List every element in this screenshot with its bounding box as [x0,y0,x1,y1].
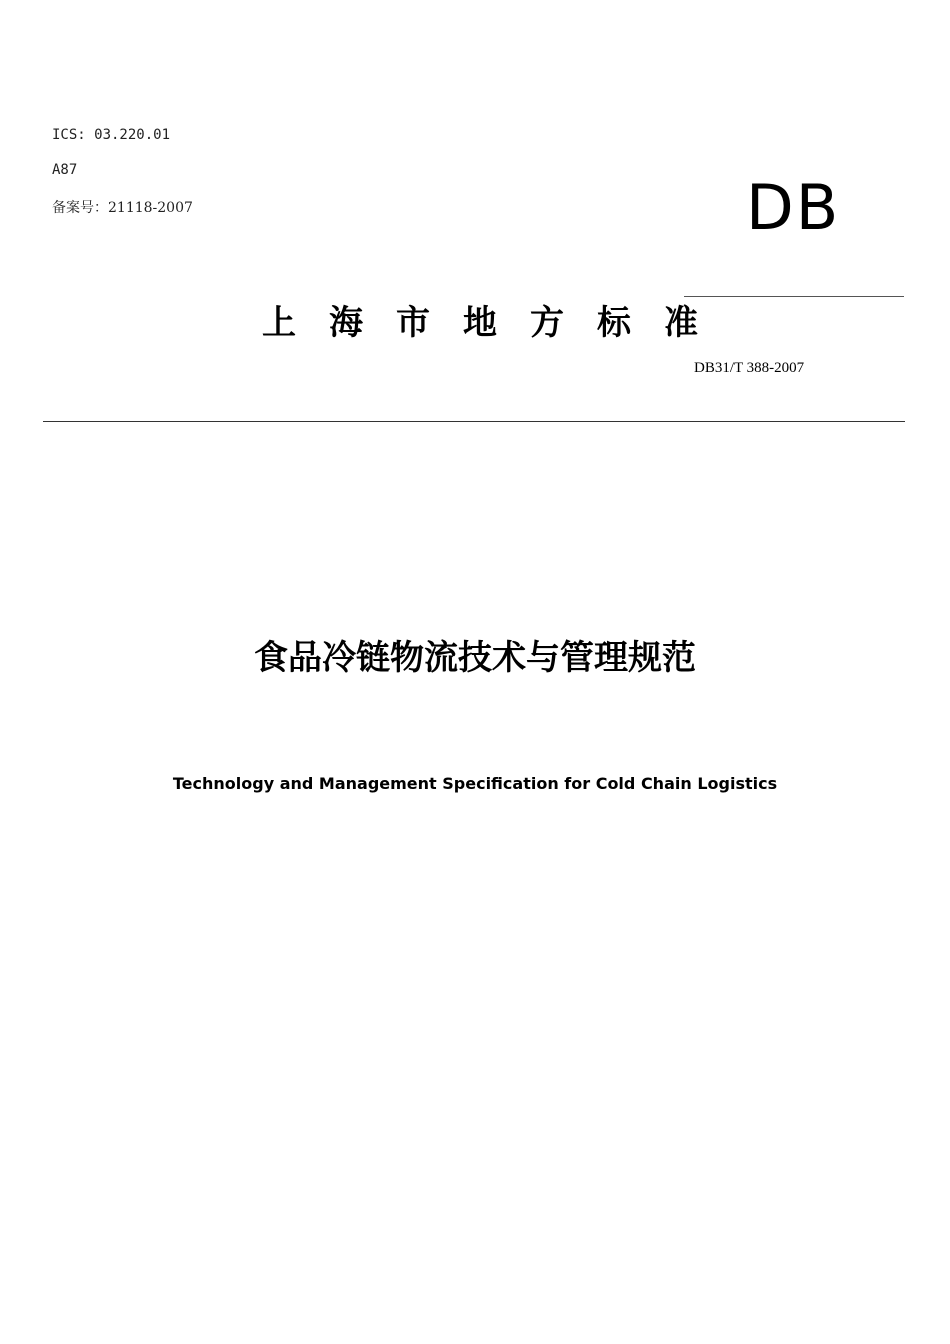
db-standard-mark: DB [746,171,841,244]
ics-classification: ICS: 03.220.01 [52,127,171,143]
document-title-chinese: 食品冷链物流技术与管理规范 [254,638,696,678]
header-divider-rule [43,421,905,422]
header-short-rule [684,296,904,297]
standard-authority-name: 上海市地方标准 [262,303,731,343]
ccs-classification: A87 [52,162,78,178]
document-title-english: Technology and Management Specification for Cold Chain Logistics [172,774,778,793]
record-number: 备案号：21118-2007 [52,200,193,216]
standard-code: DB31/T 388-2007 [694,360,805,376]
